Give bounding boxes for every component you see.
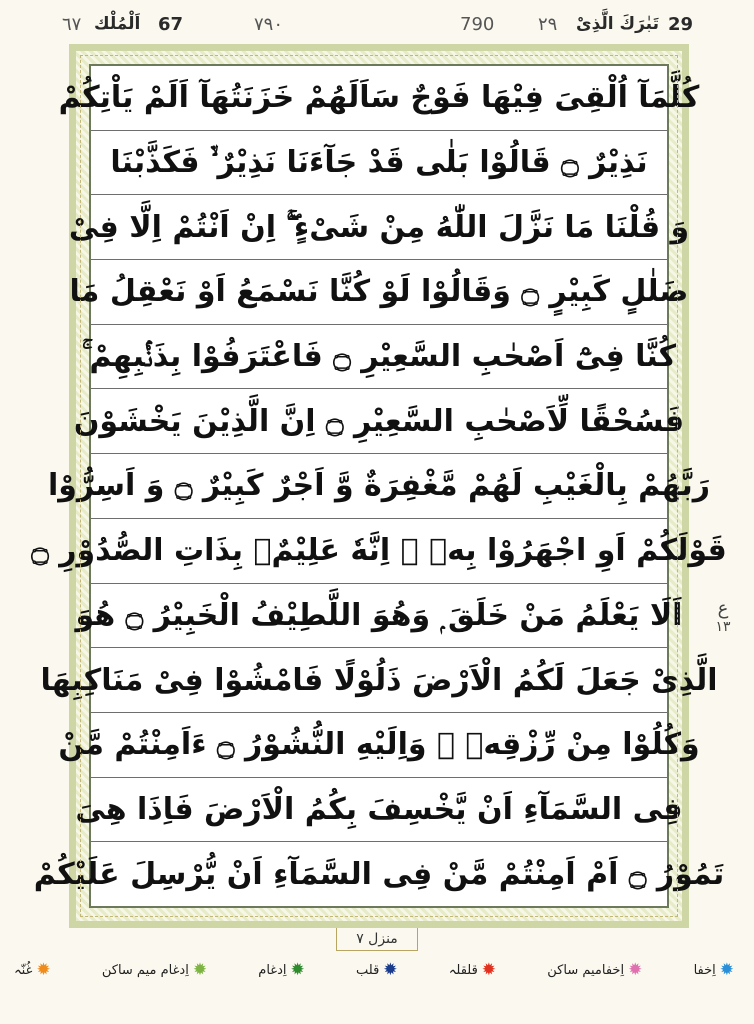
star-icon: ✹: [192, 959, 208, 980]
star-icon: ✹: [481, 959, 497, 980]
text-line: فِى السَّمَآءِ اَنْ يَّخْسِفَ بِكُمُ الْاَرْضَ فَاِذَا هِىَ: [91, 778, 667, 843]
text-line: الَّذِىْ جَعَلَ لَكُمُ الْاَرْضَ ذَلُوْلًا فَامْشُوْا فِىْ مَنَاكِبِهَا: [91, 648, 667, 713]
text-line: نَذِيْرٌ ۝ قَالُوْا بَلٰى قَدْ جَآءَنَا نَذِيْرٌ ۙ۬ فَكَذَّبْنَا: [91, 131, 667, 196]
surah-name: اَلْمُلْك: [94, 14, 141, 34]
ruku-marker: [710, 600, 736, 636]
legend-item: [448, 959, 497, 980]
legend-label: اِدغام میم ساکن: [101, 962, 189, 978]
text-line: اَلَا يَعْلَمُ مَنْ خَلَقَ ۭ وَهُوَ اللَّطِيْفُ الْخَبِيْرُ ۝ هُوَ: [91, 584, 667, 649]
manzil-label: منزل ٧: [336, 928, 418, 951]
juz-arabic-number: ٢٩: [538, 14, 558, 35]
text-line: قَوْلَكُمْ اَوِ اجْهَرُوْا بِهٖ ۭ اِنَّهٗ عَلِيْمٌۢ بِذَاتِ الصُّدُوْرِ ۝: [91, 519, 667, 584]
juz-name: تَبٰرَكَ الَّذِىْ: [576, 14, 660, 34]
legend-label: قلب: [356, 962, 380, 978]
legend-label: قلقلہ: [448, 962, 478, 978]
legend-item: [547, 959, 643, 980]
legend-item: [258, 959, 305, 980]
star-icon: ✹: [383, 959, 398, 980]
text-line: كُنَّا فِىْٓ اَصْحٰبِ السَّعِيْرِ ۝ فَاعْتَرَفُوْا بِذَنْۢبِهِمْ ۚ: [91, 325, 667, 390]
text-line: فَسُحْقًا لِّاَصْحٰبِ السَّعِيْرِ ۝ اِنَّ الَّذِيْنَ يَخْشَوْنَ: [91, 389, 667, 454]
text-line: كُلَّمَآ اُلْقِىَ فِيْهَا فَوْجٌ سَاَلَهُمْ خَزَنَتُهَآ اَلَمْ يَاْتِكُمْ: [91, 66, 667, 131]
star-icon: ✹: [628, 959, 643, 980]
surah-arabic-number: ٦٧: [62, 14, 82, 35]
legend-label: اِخفا: [693, 962, 716, 978]
ruku-symbol: ع: [717, 598, 729, 619]
text-line: تَمُوْرُ ۝ اَمْ اَمِنْتُمْ مَّنْ فِى السَّمَآءِ اَنْ يُّرْسِلَ عَلَيْكُمْ: [33, 856, 725, 892]
star-icon: ✹: [719, 959, 734, 980]
text-line: ضَلٰلٍ كَبِيْرٍ ۝ وَقَالُوْا لَوْ كُنَّا نَسْمَعُ اَوْ نَعْقِلُ مَا: [91, 260, 667, 325]
right-page-number: 29: [668, 14, 694, 35]
legend-item: [101, 959, 208, 980]
tajweed-legend: [0, 956, 754, 984]
text-line: رَبَّهُمْ بِالْغَيْبِ لَهُمْ مَّغْفِرَةٌ وَّ اَجْرٌ كَبِيْرٌ ۝ وَ اَسِرُّوْا: [91, 454, 667, 519]
legend-item: [14, 959, 51, 980]
center-page-arabic-number: ٧٩٠: [254, 14, 284, 35]
legend-item: [356, 959, 398, 980]
legend-label: اِخفامیم ساکن: [547, 962, 625, 978]
legend-item: [693, 959, 734, 980]
star-icon: ✹: [36, 959, 51, 980]
surah-number: 67: [158, 14, 184, 35]
center-page-number: 790: [460, 14, 495, 35]
text-line: وَ قُلْنَا مَا نَزَّلَ اللّٰهُ مِنْ شَىْءٍ ۚۖ اِنْ اَنْتُمْ اِلَّا فِىْ: [91, 195, 667, 260]
page-header: [0, 0, 754, 44]
text-line: وَكُلُوْا مِنْ رِّزْقِهٖ ۭ وَاِلَيْهِ النُّشُوْرُ ۝ ءَاَمِنْتُمْ مَّنْ: [91, 713, 667, 778]
star-icon: ✹: [290, 959, 305, 980]
legend-label: اِدغام: [258, 962, 287, 978]
legend-label: غُنّہ: [14, 962, 33, 978]
ruku-number: ١٣: [715, 619, 731, 635]
